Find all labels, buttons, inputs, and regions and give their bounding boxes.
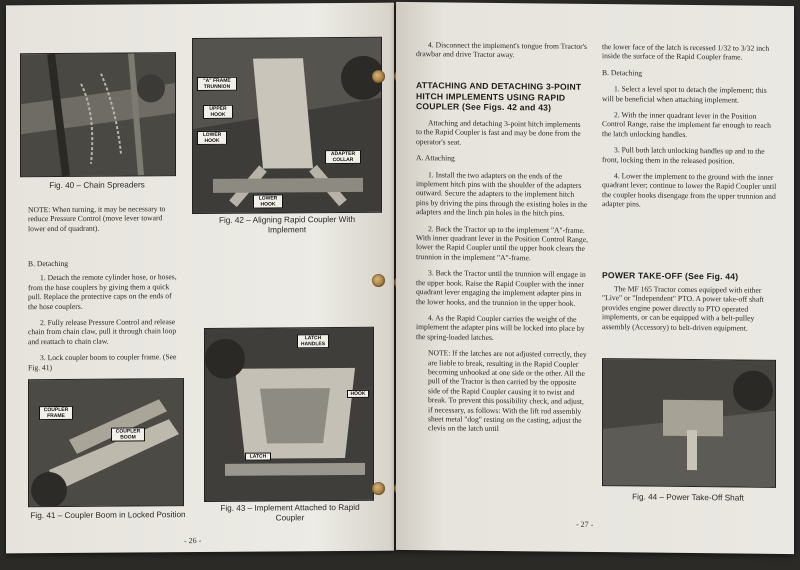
- fig40-caption: Fig. 40 – Chain Spreaders: [49, 180, 145, 191]
- detach-step2: 2. With the inner quadrant lever in the Position Control Range, raise the implement far enough to reach the latch unlocking handles.: [602, 110, 771, 139]
- fig44-caption: Fig. 44 – Power Take-Off Shaft: [632, 492, 744, 503]
- fig43-photo: [204, 327, 374, 502]
- right-column-1-body: [416, 118, 588, 442]
- latch-note: NOTE: If the latches are not adjusted correctly, they are liable to break, resulting in the Rapid Coupler becoming unhooked at one side or the other. All the pull of the Tractor is then carried by the opposite side of the Rapid Coupler causing it to twist and break. To prevent this possibility check, and adjust, if necessary, as follows: With the lift rod assembly sheet metal "dog" resting on the casting, adjust the clevis on the latch until: [428, 348, 587, 434]
- left-step3: 3. Lock coupler boom to coupler frame. (See Fig. 41): [28, 352, 177, 372]
- left-page: [6, 3, 394, 554]
- fig41-tag-coupler-frame: COUPLER FRAME: [39, 406, 73, 420]
- binder-hole: [372, 70, 385, 83]
- fig42-tag-adapter-collar: ADAPTER COLLAR: [325, 150, 361, 164]
- binder-hole: [372, 482, 385, 495]
- latch-continued: the lower face of the latch is recessed 1/32 to 3/32 inch inside the surface of the Rapid Coupler frame.: [602, 42, 770, 62]
- fig42-caption: Fig. 42 – Aligning Rapid Coupler With Implement: [218, 214, 356, 235]
- attach-step2: 2. Back the Tractor up to the implement "A"-frame. With inner quadrant lever in the Position Control Range, lower the Rapid Coupler until the upper hook clears the trunnion in the implement "A"-frame.: [416, 223, 588, 263]
- left-page-number: - 26 -: [184, 535, 202, 546]
- fig42-tag-lower-hook-bottom: LOWER HOOK: [253, 194, 283, 208]
- attach-step4: 4. As the Rapid Coupler carries the weight of the implement the adapter pins will be locked into place by the spring-loaded latches.: [416, 313, 585, 342]
- fig41-photo: [28, 378, 184, 507]
- binder-hole: [372, 274, 385, 287]
- right-page: [396, 2, 794, 554]
- fig43-tag-hook: HOOK: [347, 390, 369, 398]
- right-column-2: [602, 42, 778, 218]
- fig42-photo: [192, 37, 382, 214]
- note-pressure-control: NOTE: When turning, it may be necessary to reduce Pressure Control (move lever toward lower end of quadrant).: [28, 204, 166, 234]
- attach-step1: 1. Install the two adapters on the ends of the implement hitch pins with the shoulder of the adapters outward. Secure the adapters to the implement hitch pins by driving the pins through the existing holes in the adapters and the linch pin holes in the hitch pins.: [416, 169, 588, 218]
- heading-attach-detach: ATTACHING AND DETACHING 3-POINT HITCH IMPLEMENTS USING RAPID COUPLER (See Figs. 42 and 43): [416, 80, 582, 113]
- fig42-tag-upper-hook: UPPER HOOK: [203, 105, 233, 119]
- heading-pto: POWER TAKE-OFF (See Fig. 44): [602, 270, 739, 282]
- fig42-tag-trunnion: "A" FRAME TRUNNION: [197, 77, 237, 91]
- left-detaching-steps: [28, 258, 180, 379]
- right-section-b: B. Detaching: [602, 67, 643, 78]
- detach-step4: 4. Lower the implement to the ground with the inner quadrant lever; continue to lower the Rapid Coupler until the coupler hooks disengage from the upper trunnion and adapter pins.: [602, 171, 777, 209]
- detach-step3: 3. Pull both latch unlocking handles up and to the front, locking them in the released position.: [602, 145, 765, 166]
- intro-text: Attaching and detaching 3-point hitch implements to the Rapid Coupler is fast and may be done from the operator's seat.: [416, 118, 581, 147]
- right-page-number: - 27 -: [576, 519, 594, 529]
- section-a: A. Attaching: [416, 153, 455, 163]
- attach-step3: 3. Back the Tractor until the trunnion will engage in the upper hook. Raise the Rapid Coupler with the inner quadrant lever engaging the implement adapter pins in the lower hooks, and the trunnion in the upper hook.: [416, 268, 586, 308]
- left-step1: 1. Detach the remote cylinder hose, or hoses, from the hose couplers by giving them a quick pull. Replace the protective caps on the ends of the hose couplers.: [28, 272, 177, 311]
- fig43-caption: Fig. 43 – Implement Attached to Rapid Coupler: [220, 502, 360, 523]
- step4-disconnect: 4. Disconnect the implement's tongue from Tractor's drawbar and drive Tractor away.: [416, 40, 588, 60]
- fig43-tag-latch: LATCH: [245, 453, 271, 461]
- left-section-b: B. Detaching: [28, 258, 69, 269]
- pto-paragraph: The MF 165 Tractor comes equipped with either "Live" or "Independent" PTO. A power take-off shaft provides engine power directly to PTO operated implements, or can be equipped with a belt-pulley assembly (Accessory) to belt-driven equipment.: [602, 284, 764, 333]
- fig41-caption: Fig. 41 – Coupler Boom in Locked Position: [30, 510, 186, 521]
- fig42-tag-lower-hook-left: LOWER HOOK: [197, 131, 227, 145]
- fig43-tag-latch-handles: LATCH HANDLES: [297, 334, 329, 348]
- right-column-1: [416, 40, 588, 68]
- fig44-photo: [602, 358, 776, 488]
- detach-step1: 1. Select a level spot to detach the implement; this will be beneficial when attaching implement.: [602, 84, 767, 105]
- fig41-tag-coupler-boom: COUPLER BOOM: [111, 427, 145, 441]
- left-step2: 2. Fully release Pressure Control and release chain from chain claw, pull it through chain loop and reattach to chain claw.: [28, 317, 177, 347]
- booklet-spread: [6, 4, 796, 564]
- fig40-photo: [20, 52, 176, 177]
